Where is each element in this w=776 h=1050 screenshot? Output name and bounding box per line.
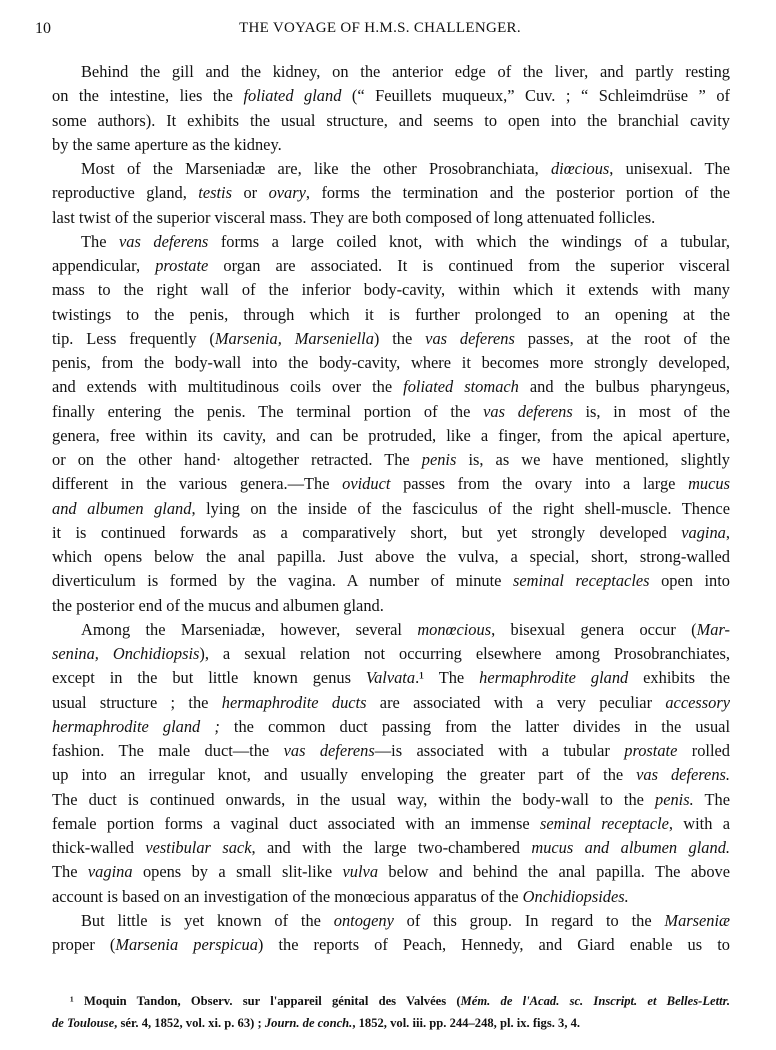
text-line bbox=[52, 497, 730, 521]
text-line bbox=[52, 618, 730, 642]
italic-term: ovary bbox=[268, 183, 306, 203]
italic-term: vulva bbox=[342, 862, 379, 882]
body-text bbox=[52, 60, 730, 957]
text-run: The bbox=[52, 862, 88, 882]
italic-term: seminal receptacles bbox=[512, 571, 650, 591]
text-line bbox=[52, 133, 730, 157]
text-run: Among the Marseniadæ, however, several bbox=[81, 619, 418, 639]
text-run: which opens below the anal papilla. Just above the vulva, a special, short, strong-walled bbox=[52, 547, 730, 566]
text-line bbox=[52, 327, 730, 351]
running-header bbox=[35, 20, 725, 42]
text-line bbox=[52, 230, 730, 254]
italic-term: senina, Onchidiopsis bbox=[52, 644, 200, 663]
text-run: .¹ The bbox=[415, 668, 480, 688]
text-line bbox=[52, 375, 730, 399]
text-run: usual structure ; the bbox=[52, 692, 222, 712]
italic-term: diœcious bbox=[550, 159, 610, 178]
italic-term: vas deferens bbox=[283, 741, 375, 760]
italic-term: prostate bbox=[155, 256, 209, 275]
italic-term: foliated gland bbox=[243, 86, 342, 106]
italic-term: Mar- bbox=[696, 619, 730, 639]
text-line bbox=[52, 885, 730, 909]
text-run: , lying on the inside of the fasciculus of the right shell-muscle. Thence bbox=[191, 498, 730, 518]
text-line bbox=[52, 254, 730, 278]
italic-term: vagina bbox=[681, 522, 726, 542]
italic-term: Mém. de l'Acad. sc. Inscript. et Belles-Lettr. bbox=[460, 994, 730, 1008]
text-run: The bbox=[81, 231, 120, 251]
italic-term: hermaphrodite gland ; bbox=[52, 716, 220, 736]
text-run: mass to the right wall of the inferior body-cavity, within which it extends with many bbox=[52, 280, 730, 300]
italic-term: and albumen gland bbox=[52, 498, 192, 518]
text-line bbox=[52, 860, 730, 884]
text-run: rolled bbox=[677, 741, 730, 760]
text-run: But little is yet known of the bbox=[81, 910, 334, 930]
text-run: ), a sexual relation not occurring elsewhere among Prosobranchiates, bbox=[199, 644, 730, 663]
italic-term: vas deferens bbox=[483, 401, 573, 421]
running-title: THE VOYAGE OF H.M.S. CHALLENGER. bbox=[239, 20, 521, 36]
text-line bbox=[52, 60, 730, 84]
text-run: different in the various genera.—The bbox=[52, 474, 343, 494]
text-run: appendicular, bbox=[52, 256, 156, 275]
text-run: ) the bbox=[373, 328, 426, 348]
text-run: , bbox=[725, 522, 730, 542]
text-run: exhibits the bbox=[628, 668, 730, 688]
text-run: twistings to the penis, through which it is further prolonged to an opening at the bbox=[52, 304, 730, 324]
text-line bbox=[52, 109, 730, 133]
text-line bbox=[52, 521, 730, 545]
text-line bbox=[52, 691, 730, 715]
text-run: fashion. The male duct—the bbox=[52, 741, 284, 760]
footnote bbox=[52, 990, 730, 1034]
text-run: (“ Feuillets muqueux,” Cuv. ; “ Schleimdrüse ” of bbox=[341, 86, 730, 106]
text-run: except in the but little known genus bbox=[52, 668, 366, 688]
text-line bbox=[52, 715, 730, 739]
text-run: open into bbox=[649, 571, 730, 591]
text-run: , sér. 4, 1852, vol. xi. p. 63) ; bbox=[114, 1016, 265, 1030]
italic-term: hermaphrodite ducts bbox=[221, 692, 367, 712]
text-line bbox=[52, 84, 730, 108]
text-run: or on the other hand· altogether retracted. The bbox=[52, 450, 422, 469]
italic-term: monœcious bbox=[417, 619, 492, 639]
text-line bbox=[52, 400, 730, 424]
italic-term: foliated stomach bbox=[403, 377, 519, 397]
text-run: , and with the large two-chambered bbox=[251, 838, 532, 857]
italic-term: Marseniæ bbox=[664, 910, 730, 930]
text-run: ) the reports of Peach, Hennedy, and Giard enable us to bbox=[257, 935, 730, 954]
text-run: of this group. In regard to the bbox=[393, 910, 665, 930]
italic-term: de Toulouse bbox=[52, 1016, 115, 1030]
text-run: passes, at the root of the bbox=[514, 328, 730, 348]
text-run: , 1852, vol. iii. pp. 244–248, pl. ix. figs. 3, 4. bbox=[352, 1016, 581, 1030]
text-line bbox=[52, 351, 730, 375]
text-line bbox=[52, 181, 730, 205]
text-run: the posterior end of the mucus and albumen gland. bbox=[52, 595, 384, 615]
italic-term: prostate bbox=[624, 741, 678, 760]
text-run: the common duct passing from the latter divides in the usual bbox=[219, 716, 730, 736]
text-line bbox=[52, 545, 730, 569]
text-run: reproductive gland, bbox=[52, 183, 199, 203]
page-number: 10 bbox=[35, 20, 51, 37]
text-run: finally entering the penis. The terminal portion of the bbox=[52, 401, 484, 421]
text-line bbox=[52, 933, 730, 957]
footnote-line bbox=[52, 990, 730, 1012]
italic-term: hermaphrodite gland bbox=[479, 668, 629, 688]
text-line bbox=[52, 909, 730, 933]
text-line bbox=[52, 666, 730, 690]
text-run: diverticulum is formed by the vagina. A number of minute bbox=[52, 571, 513, 591]
italic-term: mucus bbox=[688, 474, 730, 494]
text-run: tip. Less frequently ( bbox=[52, 328, 215, 348]
text-run: proper ( bbox=[52, 935, 116, 954]
italic-term: accessory bbox=[665, 692, 730, 712]
footnote-line bbox=[52, 1012, 730, 1034]
italic-term: vas deferens bbox=[119, 231, 209, 251]
text-run: , forms the termination and the posterior portion of the bbox=[305, 183, 730, 203]
text-run: on the intestine, lies the bbox=[52, 86, 244, 106]
italic-term: oviduct bbox=[342, 474, 391, 494]
italic-term: vagina bbox=[87, 862, 133, 882]
text-run: is, as we have mentioned, slightly bbox=[456, 450, 730, 469]
text-run: ¹ Moquin Tandon, Observ. sur l'appareil génital des Valvées ( bbox=[70, 994, 461, 1008]
text-run: opens by a small slit-like bbox=[132, 862, 343, 882]
text-line bbox=[52, 157, 730, 181]
text-run: forms a large coiled knot, with which the windings of a tubular, bbox=[208, 231, 730, 251]
text-line bbox=[52, 569, 730, 593]
text-run: , with a bbox=[668, 813, 730, 833]
text-run: or bbox=[231, 183, 269, 203]
text-run: by the same aperture as the kidney. bbox=[52, 134, 282, 154]
italic-term: Valvata bbox=[365, 668, 416, 688]
italic-term: vestibular sack bbox=[145, 838, 252, 857]
text-run: passes from the ovary into a large bbox=[390, 474, 689, 494]
text-run: organ are associated. It is continued from the superior visceral bbox=[208, 256, 730, 275]
text-run: last twist of the superior visceral mass. They are both composed of long attenuated follicles. bbox=[52, 207, 656, 227]
italic-term: Marsenia, Marseniella bbox=[214, 328, 374, 348]
text-run: Behind the gill and the kidney, on the anterior edge of the liver, and partly resting bbox=[81, 62, 730, 81]
text-line bbox=[52, 642, 730, 666]
italic-term: penis. bbox=[655, 789, 694, 809]
text-line bbox=[52, 739, 730, 763]
text-run: below and behind the anal papilla. The above bbox=[378, 862, 730, 882]
text-line bbox=[52, 206, 730, 230]
text-run: and the bulbus pharyngeus, bbox=[518, 377, 730, 397]
text-run: up into an irregular knot, and usually enveloping the greater part of the bbox=[52, 765, 637, 785]
text-line bbox=[52, 812, 730, 836]
italic-term: penis bbox=[421, 450, 457, 469]
text-run: some authors). It exhibits the usual structure, and seems to open into the branchial cavity bbox=[52, 110, 730, 130]
text-run: thick-walled bbox=[52, 838, 146, 857]
italic-term: Marsenia perspicua bbox=[115, 935, 258, 954]
text-run: female portion forms a vaginal duct associated with an immense bbox=[52, 813, 540, 833]
italic-term: ontogeny bbox=[333, 910, 394, 930]
text-run: , unisexual. The bbox=[609, 159, 730, 178]
italic-term: testis bbox=[198, 183, 232, 203]
text-run: The duct is continued onwards, in the usual way, within the body-wall to the bbox=[52, 789, 656, 809]
text-run: penis, from the body-wall into the body-cavity, where it becomes more strongly developed, bbox=[52, 353, 730, 372]
text-line bbox=[52, 424, 730, 448]
text-run: are associated with a very peculiar bbox=[366, 692, 666, 712]
text-run: —is associated with a tubular bbox=[374, 741, 625, 760]
italic-term: seminal receptacle bbox=[539, 813, 669, 833]
text-line bbox=[52, 836, 730, 860]
italic-term: mucus and albumen gland. bbox=[531, 838, 730, 857]
text-run: and extends with multitudinous coils over the bbox=[52, 377, 404, 397]
text-line bbox=[52, 763, 730, 787]
text-run: genera, free within its cavity, and can be protruded, like a finger, from the apical aperture, bbox=[52, 425, 730, 445]
text-run: Most of the Marseniadæ are, like the other Prosobranchiata, bbox=[81, 159, 551, 178]
text-line bbox=[52, 448, 730, 472]
text-line bbox=[52, 278, 730, 302]
italic-term: Journ. de conch. bbox=[264, 1016, 353, 1030]
italic-term: Onchidiopsides. bbox=[522, 886, 629, 906]
text-run: it is continued forwards as a comparatively short, but yet strongly developed bbox=[52, 522, 682, 542]
italic-term: vas deferens bbox=[425, 328, 515, 348]
text-line bbox=[52, 788, 730, 812]
text-line bbox=[52, 303, 730, 327]
text-run: The bbox=[693, 789, 730, 809]
text-line bbox=[52, 594, 730, 618]
italic-term: vas deferens. bbox=[636, 765, 730, 785]
text-run: is, in most of the bbox=[572, 401, 730, 421]
text-line bbox=[52, 472, 730, 496]
text-run: account is based on an investigation of the monœcious apparatus of the bbox=[52, 886, 523, 906]
text-run: , bisexual genera occur ( bbox=[491, 619, 697, 639]
